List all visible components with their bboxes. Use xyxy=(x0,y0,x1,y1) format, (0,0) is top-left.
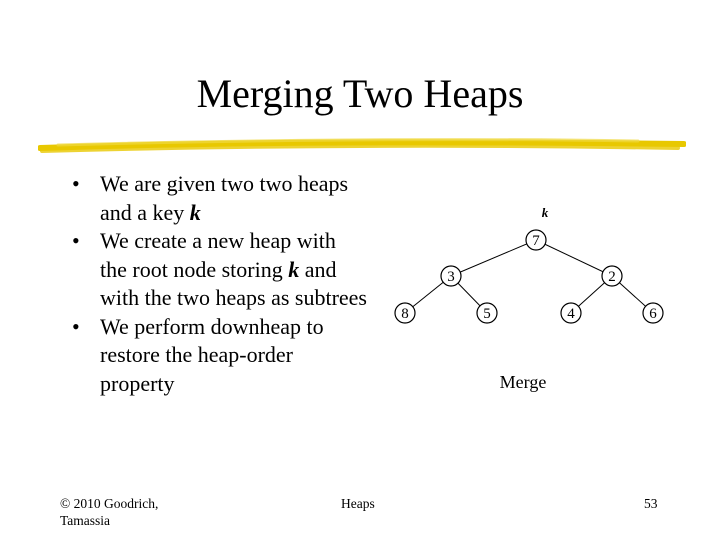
svg-text:4: 4 xyxy=(567,306,575,322)
bullet-text: and with the two heaps as subtrees xyxy=(100,256,367,310)
heap-node-ll xyxy=(395,303,415,323)
bullet-dot: • xyxy=(72,313,80,339)
bullet-text: We are given two two heaps and a key xyxy=(100,171,349,225)
edge xyxy=(451,240,536,276)
heap-node-left xyxy=(441,266,461,286)
svg-text:8: 8 xyxy=(401,306,409,322)
heap-node-rl xyxy=(561,303,581,323)
bullet-key-k: k xyxy=(189,199,201,225)
svg-text:3: 3 xyxy=(447,269,455,285)
svg-text:6: 6 xyxy=(649,306,657,322)
svg-text:5: 5 xyxy=(483,306,491,322)
bullet-key-k: k xyxy=(288,256,300,282)
heap-node-root xyxy=(526,230,546,250)
footer-copyright: © 2010 Goodrich, Tamassia xyxy=(60,496,159,528)
bullet-dot: • xyxy=(72,171,80,196)
edge xyxy=(536,240,612,276)
footer-page-number: 53 xyxy=(644,496,658,511)
bullet-dot: • xyxy=(72,228,80,253)
heap-node-rr xyxy=(643,303,663,323)
svg-text:7: 7 xyxy=(532,233,540,249)
key-label: k xyxy=(541,205,549,220)
bullet-text: We perform downheap to restore the heap-order property xyxy=(100,313,324,396)
slide-title: Merging Two Heaps xyxy=(196,71,524,116)
svg-text:2: 2 xyxy=(608,269,616,285)
diagram-caption: Merge xyxy=(499,372,547,392)
heap-node-lr xyxy=(477,303,497,323)
bullet-text: We create a new heap with the root node storing xyxy=(100,228,336,282)
footer-topic: Heaps xyxy=(341,496,375,511)
heap-node-right xyxy=(602,266,622,286)
